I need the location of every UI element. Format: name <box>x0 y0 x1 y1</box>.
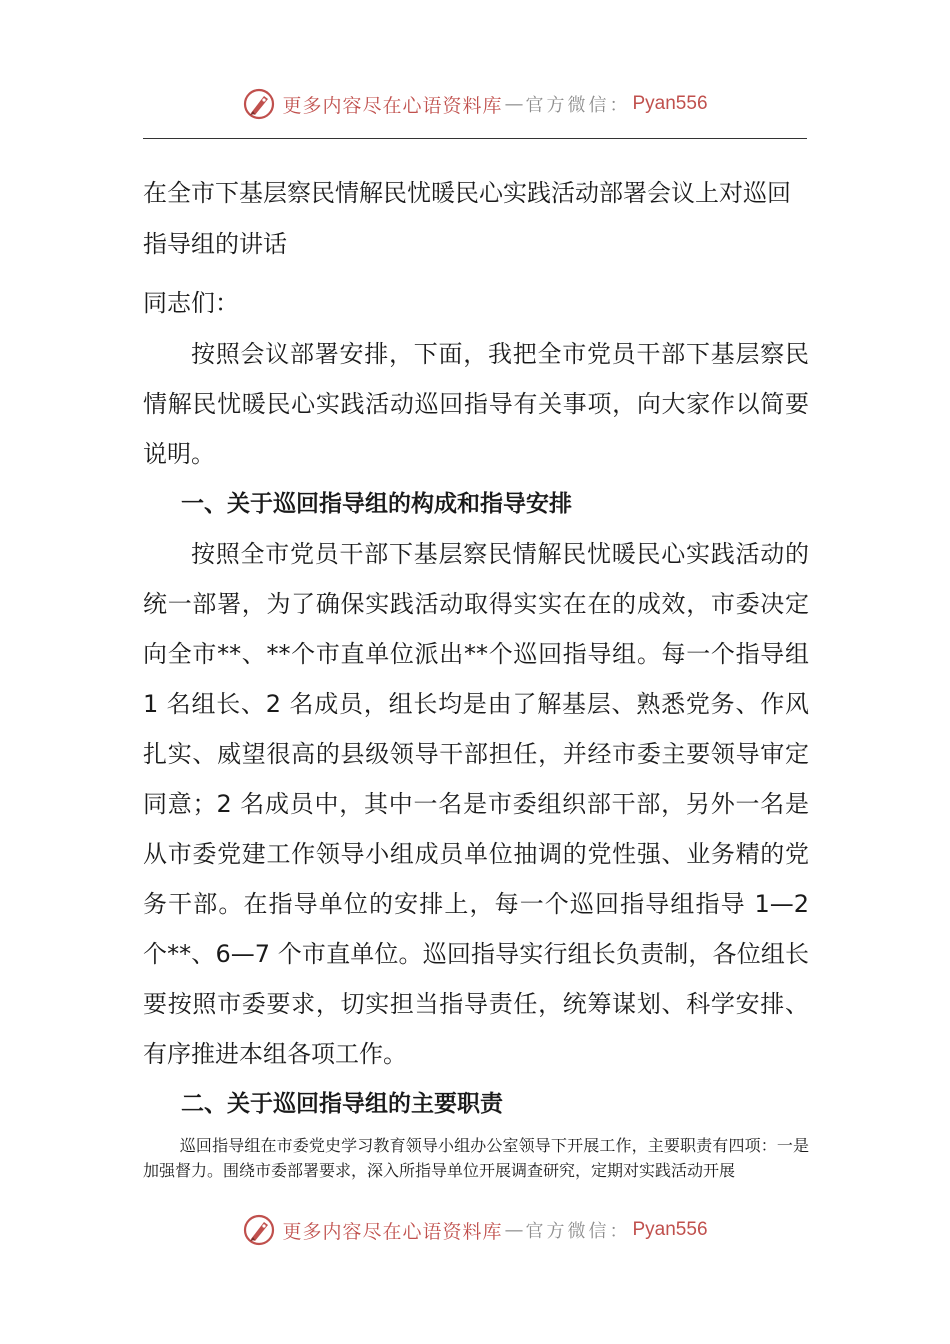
section-2-paragraph: 巡回指导组在市委党史学习教育领导小组办公室领导下开展工作，主要职责有四项：一是加强督力。围绕市委部署要求，深入所指导单位开展调查研究，定期对实践活动开展 <box>143 1136 809 1180</box>
header-watermark-banner <box>0 84 950 124</box>
wechat-id: Pyan556 <box>632 1219 708 1240</box>
footer-watermark-banner <box>0 1210 950 1250</box>
wechat-id: Pyan556 <box>632 93 708 114</box>
separator-dash: — <box>504 93 524 115</box>
section-1-paragraph: 按照全市党员干部下基层察民情解民忧暖民心实践活动的统一部署，为了确保实践活动取得实实在在的成效，市委决定向全市**、**个市直单位派出**个巡回指导组。每一个指导组 1 名组长、2 名成员，组长均是由了解基层、熟悉党务、作风扎实、威望很高的县级领导干部担任，并经市委主要领导审定同意；2 名成员中，其中一名是市委组织部干部，另外一名是从市委党建工作领导小组成员单位抽调的党性强、业务精的党务干部。在指导单位的安排上，每一个巡回指导组指导 1—2 个**、6—7 个市直单位。巡回指导实行组长负责制，各位组长要按照市委要求，切实担当指导责任，统筹谋划、科学安排、有序推进本组各项工作。 <box>143 540 809 1068</box>
intro-paragraph: 按照会议部署安排，下面，我把全市党员干部下基层察民情解民忧暖民心实践活动巡回指导有关事项，向大家作以简要说明。 <box>143 340 809 468</box>
section-1-heading: 一、关于巡回指导组的构成和指导安排 <box>180 491 572 517</box>
wechat-label: 官方微信： <box>525 95 631 116</box>
greeting: 同志们： <box>143 289 239 317</box>
document-body <box>143 168 809 1183</box>
brand-text: 更多内容尽在心语资料库 <box>282 94 503 117</box>
document-title: 在全市下基层察民情解民忧暖民心实践活动部署会议上对巡回指导组的讲话 <box>143 179 791 258</box>
wechat-label: 官方微信： <box>525 1221 631 1242</box>
brand-text: 更多内容尽在心语资料库 <box>282 1220 503 1243</box>
pen-nib-logo-icon <box>242 87 276 121</box>
section-2-heading: 二、关于巡回指导组的主要职责 <box>180 1091 503 1117</box>
pen-nib-logo-icon <box>242 1213 276 1247</box>
separator-dash: — <box>504 1219 524 1241</box>
header-divider <box>143 138 807 139</box>
